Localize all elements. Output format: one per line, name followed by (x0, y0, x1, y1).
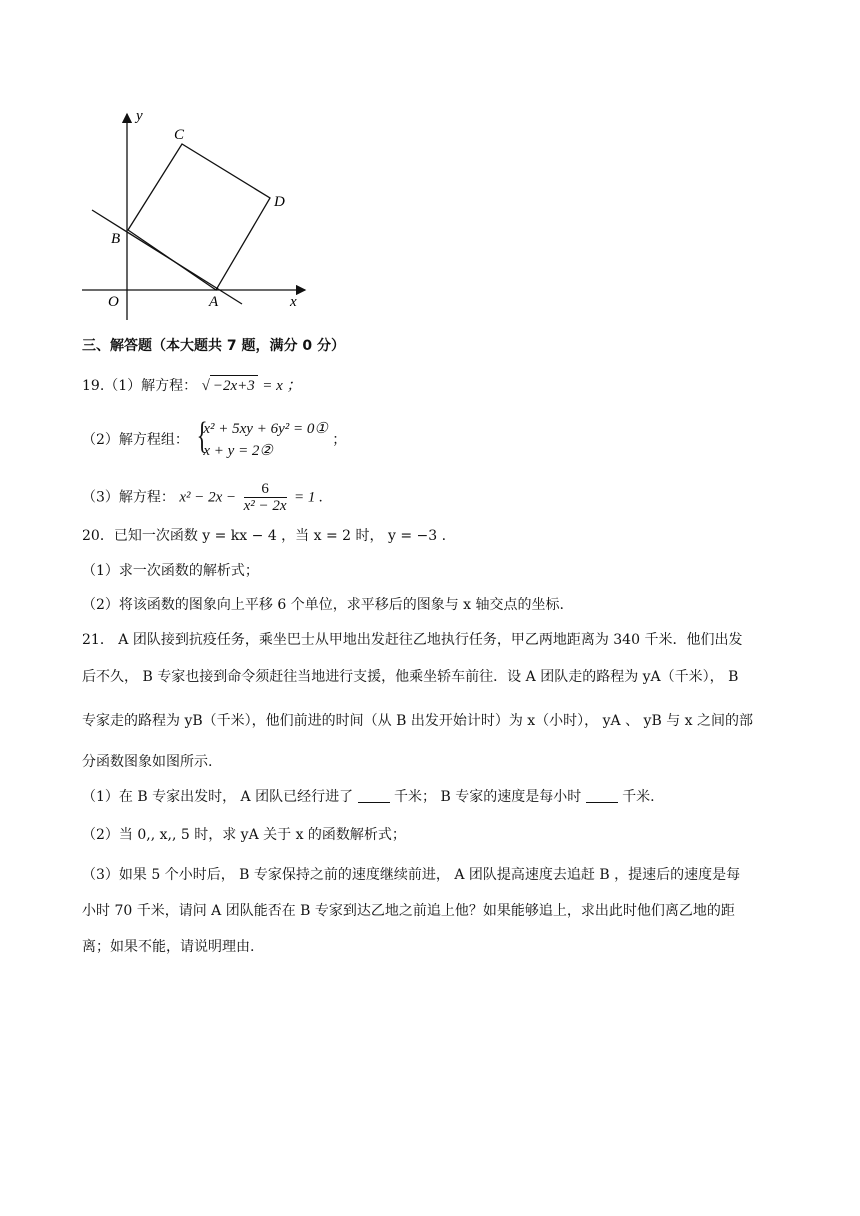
q21-part3-line1: （3）如果 5 个小时后， B 专家保持之前的速度继续前进， A 团队提高速度去追赶 B ，提速后的速度是每 (82, 867, 741, 883)
answer-blank-1[interactable] (358, 788, 390, 803)
q21-line3: 专家走的路程为 yB（千米），他们前进的时间（从 B 出发开始计时）为 x（小时）， yA 、 yB 与 x 之间的部 (82, 713, 753, 729)
q19-part2 (82, 415, 347, 462)
q19-part3-right: = 1 . (294, 489, 323, 506)
q21-part3-line2: 小时 70 千米，请问 A 团队能否在 B 专家到达乙地之前追上他？如果能够追上，求出此时他们离乙地的距 (82, 903, 735, 919)
q21-part1-b: 千米； B 专家的速度是每小时 (394, 789, 582, 805)
equation-system (193, 415, 328, 462)
q19-part2-text: （2）解方程组： (82, 432, 189, 448)
q19-part2-end: ； (332, 432, 347, 448)
section-title: 三、解答题（本大题共 7 题，满分 0 分） (82, 338, 345, 354)
answer-blank-2[interactable] (586, 788, 618, 803)
q20-part1: （1）求一次函数的解析式； (82, 563, 259, 579)
q19-part3-left: x² − 2x − (179, 489, 237, 506)
label-d: D (274, 194, 285, 210)
brace-icon: { (197, 415, 208, 457)
q19-part1-radicand: −2x+3 (210, 375, 258, 396)
label-b: B (111, 231, 121, 247)
q19-part1-rhs: = x ； (262, 378, 302, 394)
q20-part2: （2）将该函数的图象向上平移 6 个单位，求平移后的图象与 x 轴交点的坐标. (82, 597, 564, 613)
fraction-numerator: 6 (244, 481, 287, 498)
label-a: A (209, 294, 219, 310)
q21-line1: 21． A 团队接到抗疫任务，乘坐巴士从甲地出发赶往乙地执行任务，甲乙两地距离为 340 千米．他们出发 (82, 632, 743, 648)
q21-part1-c: 千米. (622, 789, 655, 805)
fraction-denominator: x² − 2x (243, 498, 287, 514)
q19-part3-text: （3）解方程： (82, 489, 175, 506)
q21-line2: 后不久， B 专家也接到命令须赶往当地进行支援，他乘坐轿车前往．设 A 团队走的路程为 yA（千米）， B (82, 669, 739, 685)
fraction (244, 481, 287, 514)
q21-part2: （2）当 0,, x,, 5 时，求 yA 关于 x 的函数解析式； (82, 827, 406, 843)
q19-part1-text: 19.（1）解方程： (82, 378, 198, 394)
system-eq1: x² + 5xy + 6y² = 0① (203, 421, 328, 437)
q21-part1-a: （1）在 B 专家出发时， A 团队已经行进了 (82, 789, 354, 805)
system-eq2: x + y = 2② (203, 443, 273, 459)
q21-line4: 分函数图象如图所示. (82, 754, 213, 770)
q19-part1: 19.（1）解方程： √ −2x+3 = x ； (82, 375, 302, 396)
q21-part3-line3: 离；如果不能，请说明理由. (82, 939, 255, 955)
label-o: O (108, 294, 119, 310)
geometry-figure (70, 100, 320, 330)
square-abdc (128, 144, 270, 290)
label-x: x (290, 294, 297, 310)
q21-part1 (82, 787, 655, 807)
label-c: C (174, 127, 185, 143)
label-y: y (136, 108, 143, 124)
q20-stem: 20．已知一次函数 y = kx − 4 ，当 x = 2 时， y = −3 . (82, 528, 447, 544)
q19-part3 (82, 481, 323, 514)
